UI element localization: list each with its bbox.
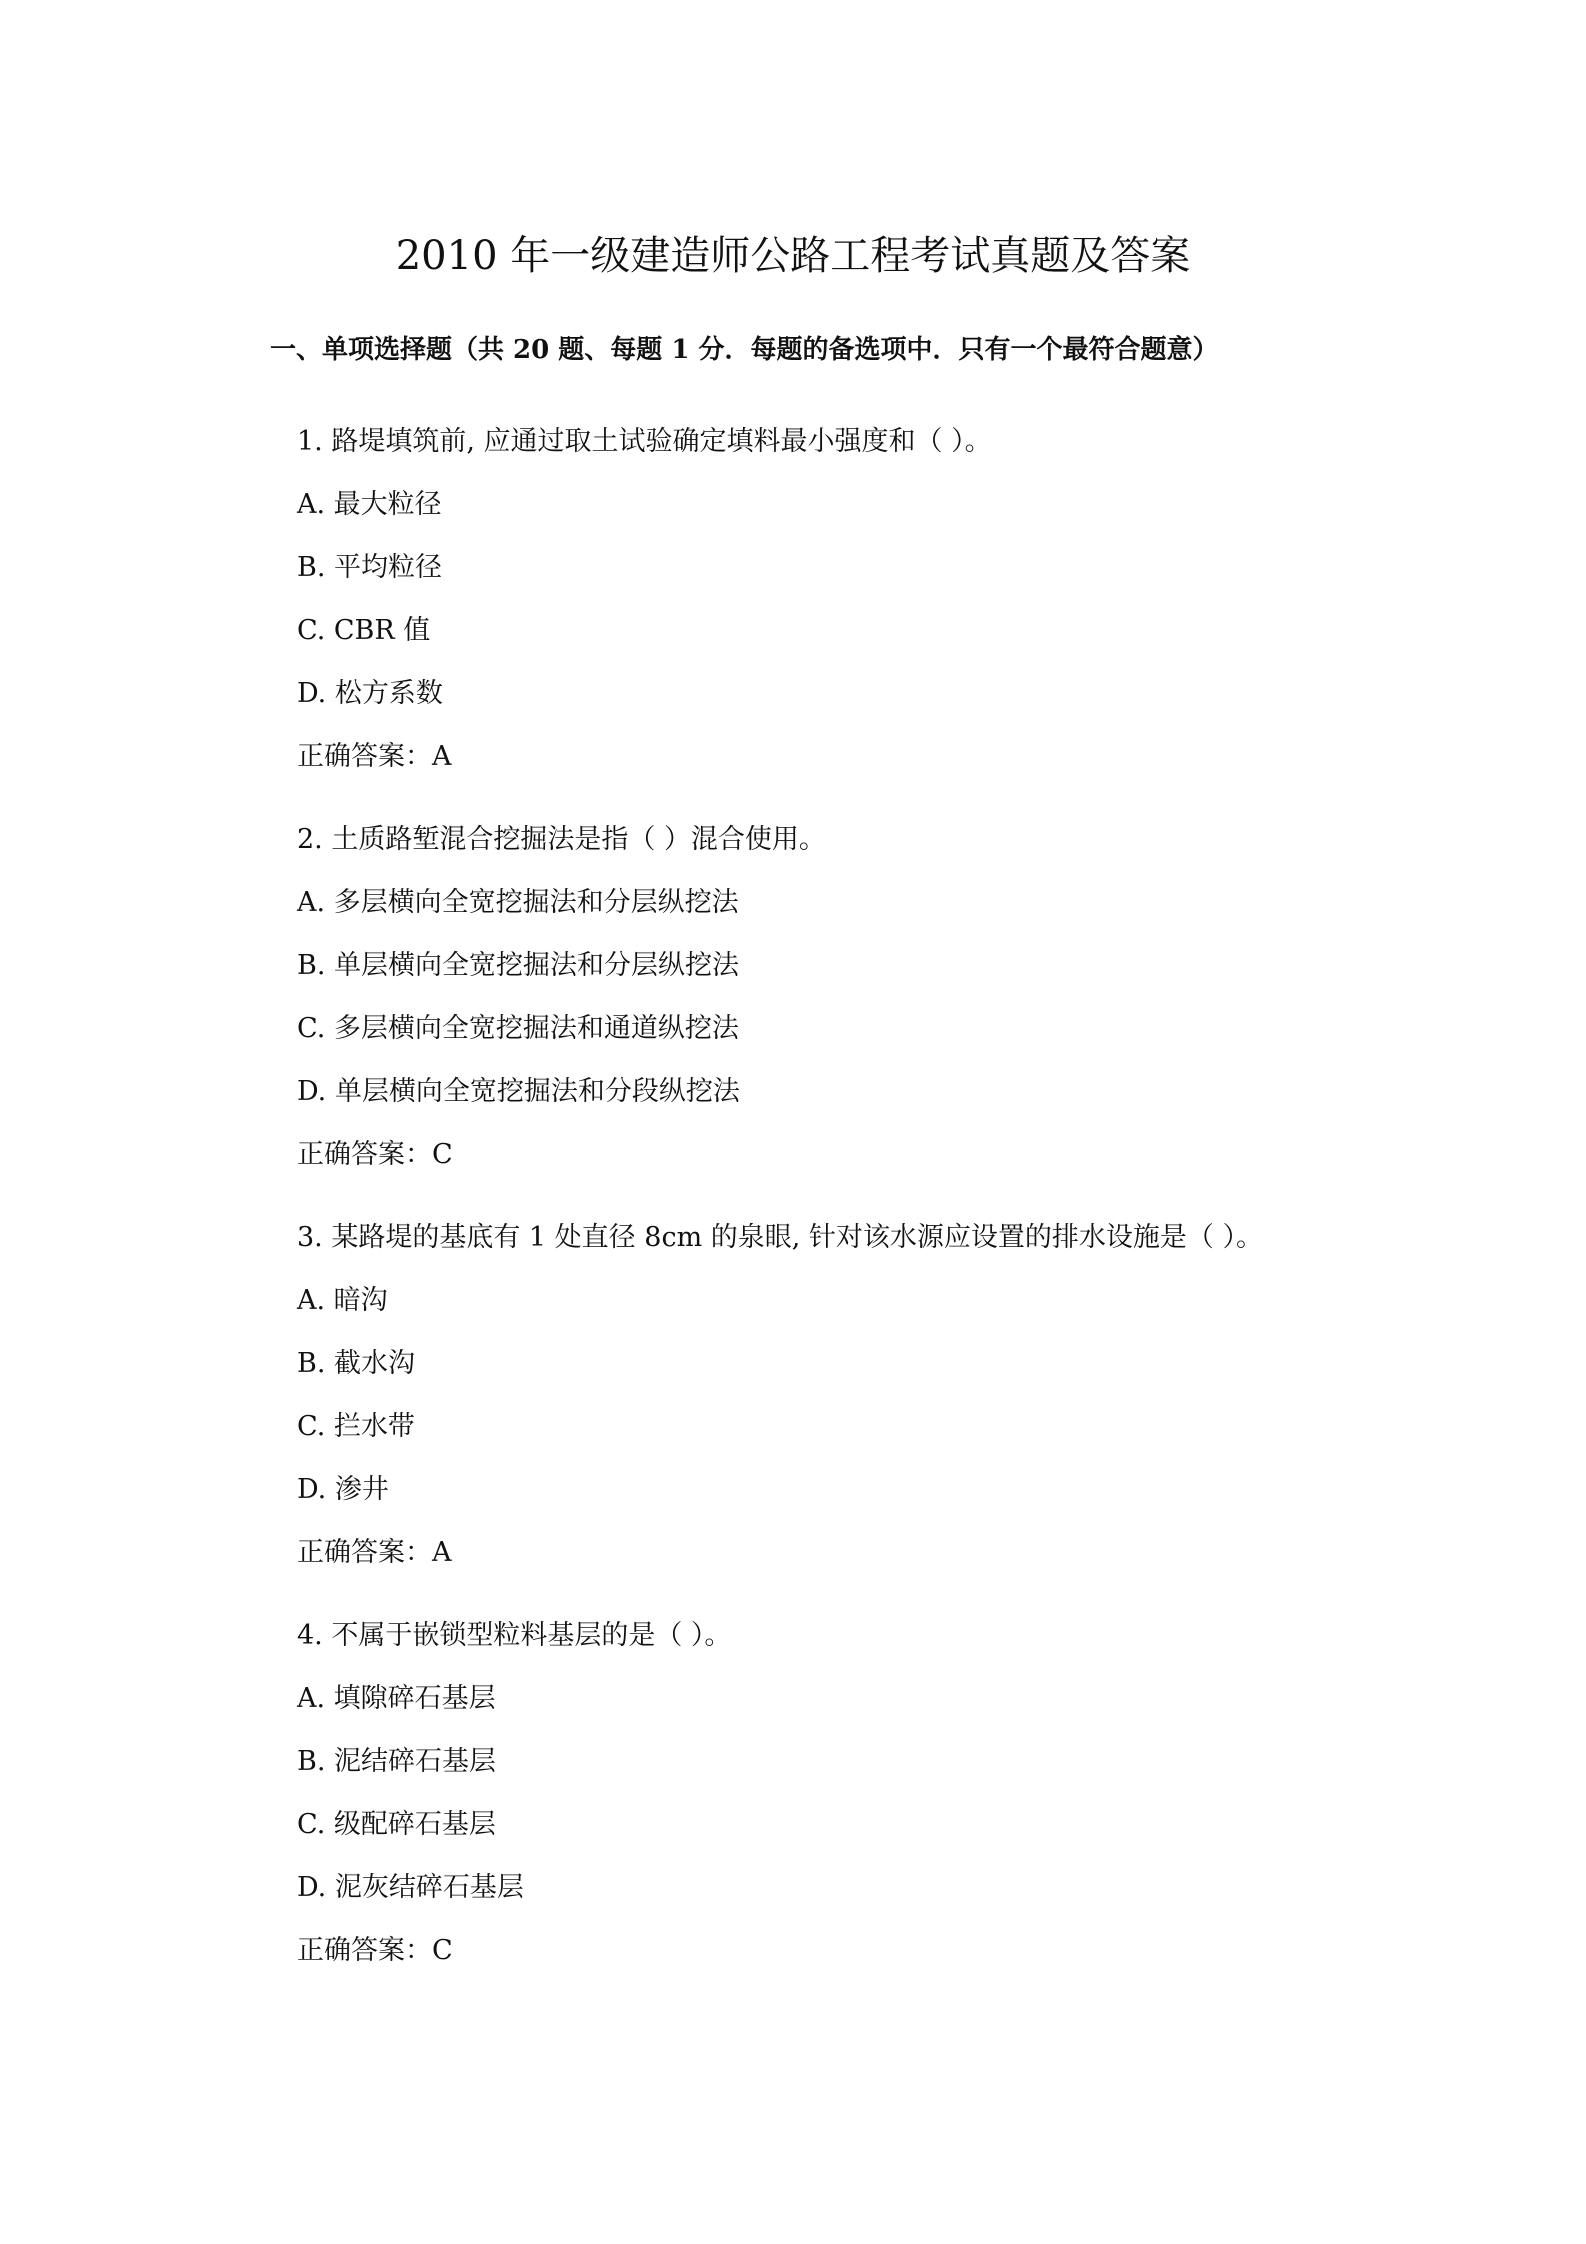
- option-d: D. 松方系数: [297, 678, 443, 709]
- section-heading: 一、单项选择题（共 20 题、每题 1 分．每题的备选项中．只有一个最符合题意）: [270, 335, 1219, 365]
- option-b: B. 泥结碎石基层: [297, 1746, 497, 1777]
- question-stem: 4. 不属于嵌锁型粒料基层的是（ ）。: [297, 1620, 732, 1651]
- option-a: A. 最大粒径: [297, 489, 442, 520]
- option-b: B. 截水沟: [297, 1348, 416, 1379]
- question-stem: 3. 某路堤的基底有 1 处直径 8cm 的泉眼, 针对该水源应设置的排水设施是（ ）。: [297, 1222, 1264, 1253]
- option-d: D. 单层横向全宽挖掘法和分段纵挖法: [297, 1076, 740, 1107]
- question-stem: 2. 土质路堑混合挖掘法是指（ ）混合使用。: [297, 824, 826, 855]
- correct-answer: 正确答案：C: [297, 1935, 453, 1966]
- question-4: [297, 1604, 1397, 1982]
- option-b: B. 单层横向全宽挖掘法和分层纵挖法: [297, 950, 740, 981]
- question-3: [297, 1206, 1397, 1584]
- option-d: D. 渗井: [297, 1474, 389, 1505]
- option-b: B. 平均粒径: [297, 552, 443, 583]
- question-1: [297, 410, 1397, 788]
- option-a: A. 暗沟: [297, 1285, 388, 1316]
- question-stem: 1. 路堤填筑前, 应通过取土试验确定填料最小强度和（ ）。: [297, 426, 992, 457]
- option-a: A. 多层横向全宽挖掘法和分层纵挖法: [297, 887, 739, 918]
- correct-answer: 正确答案：A: [297, 1537, 452, 1568]
- option-d: D. 泥灰结碎石基层: [297, 1872, 524, 1903]
- option-c: C. CBR 值: [297, 615, 431, 646]
- option-c: C. 级配碎石基层: [297, 1809, 496, 1840]
- option-c: C. 拦水带: [297, 1411, 415, 1442]
- question-list: [297, 410, 1397, 2002]
- correct-answer: 正确答案：A: [297, 741, 452, 772]
- question-2: [297, 808, 1397, 1186]
- correct-answer: 正确答案：C: [297, 1139, 453, 1170]
- document-title: 2010 年一级建造师公路工程考试真题及答案: [395, 233, 1191, 279]
- option-a: A. 填隙碎石基层: [297, 1683, 496, 1714]
- option-c: C. 多层横向全宽挖掘法和通道纵挖法: [297, 1013, 739, 1044]
